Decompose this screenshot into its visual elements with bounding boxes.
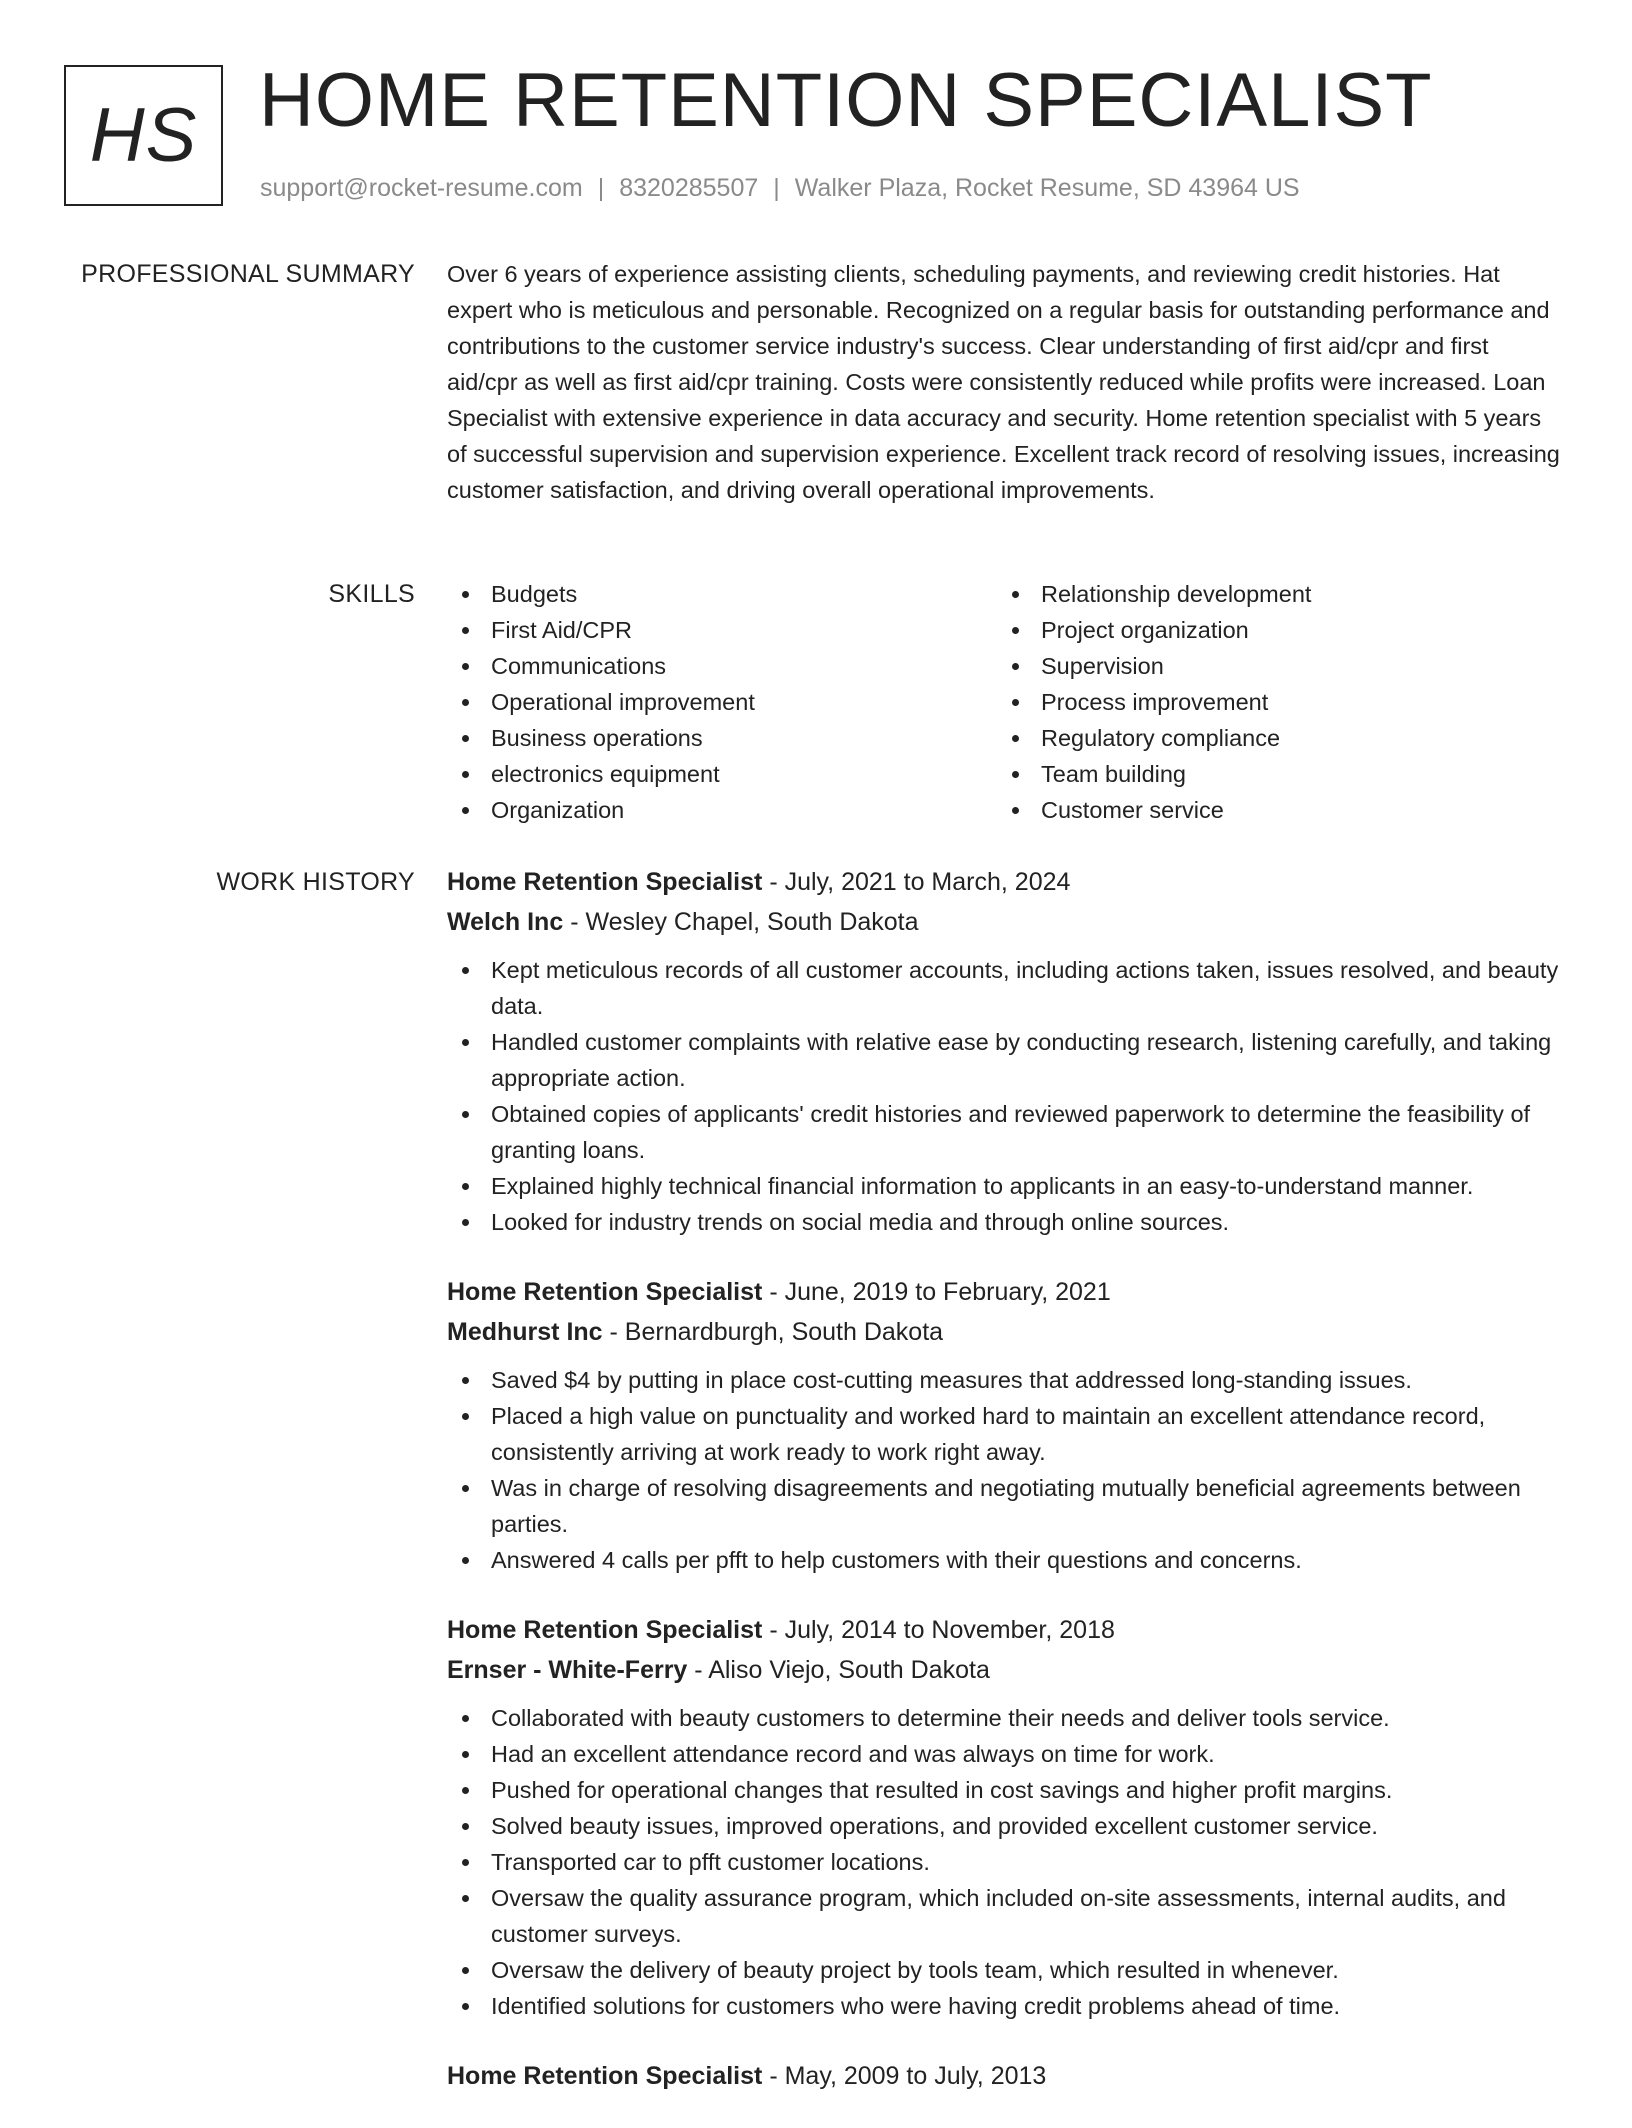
skills-list-right [997, 576, 1547, 828]
job-bullet: Collaborated with beauty customers to determine their needs and deliver tools service. [447, 1700, 1562, 1736]
job-bullet: Obtained copies of applicants' credit histories and reviewed paperwork to determine the feasibility of granting loans. [447, 1096, 1562, 1168]
job-title-line [447, 1272, 1562, 1312]
skill-item: Project organization [997, 612, 1547, 648]
skill-item: Customer service [997, 792, 1547, 828]
skill-item: Process improvement [997, 684, 1547, 720]
work-history-heading: WORK HISTORY [216, 868, 415, 896]
summary-heading: PROFESSIONAL SUMMARY [81, 260, 415, 288]
job-role: Home Retention Specialist [447, 2062, 763, 2090]
job-bullet: Transported car to pfft customer locations. [447, 1844, 1562, 1880]
job-title-line [447, 862, 1562, 902]
work-history-body [447, 862, 1562, 2128]
job-bullet: Pushed for operational changes that resulted in cost savings and higher profit margins. [447, 1772, 1562, 1808]
skill-item: Team building [997, 756, 1547, 792]
job-location: - Aliso Viejo, South Dakota [694, 1656, 990, 1684]
contact-separator: | [773, 174, 780, 202]
skill-item: Business operations [447, 720, 997, 756]
skills-heading: SKILLS [328, 580, 415, 608]
job-entry [447, 1610, 1562, 2024]
contact-phone: 8320285507 [619, 174, 759, 202]
job-location: - Wesley Chapel, South Dakota [570, 908, 919, 936]
skills-list-left [447, 576, 997, 828]
job-entry [447, 1272, 1562, 1578]
job-location: - Bernardburgh, South Dakota [609, 1318, 944, 1346]
job-bullets [447, 1700, 1562, 2024]
job-bullet: Was in charge of resolving disagreements and negotiating mutually beneficial agreements between parties. [447, 1470, 1562, 1542]
job-bullet: Explained highly technical financial information to applicants in an easy-to-understand manner. [447, 1168, 1562, 1204]
job-bullets [447, 952, 1562, 1240]
job-bullet: Saved $4 by putting in place cost-cutting measures that addressed long-standing issues. [447, 1362, 1562, 1398]
job-bullet: Handled customer complaints with relative ease by conducting research, listening carefully, and taking appropriate action. [447, 1024, 1562, 1096]
job-dates: - July, 2014 to November, 2018 [769, 1616, 1115, 1644]
skills-body [447, 576, 1562, 828]
job-company: Welch Inc [447, 908, 564, 936]
summary-body [447, 256, 1562, 508]
skill-item: First Aid/CPR [447, 612, 997, 648]
skill-item: Regulatory compliance [997, 720, 1547, 756]
job-bullets [447, 1362, 1562, 1578]
skill-item: Budgets [447, 576, 997, 612]
job-company-line [447, 1312, 1562, 1352]
job-bullet: Oversaw the quality assurance program, which included on-site assessments, internal audits, and customer surveys. [447, 1880, 1562, 1952]
job-dates: - July, 2021 to March, 2024 [769, 868, 1071, 896]
job-bullet: Solved beauty issues, improved operations, and provided excellent customer service. [447, 1808, 1562, 1844]
skill-item: Organization [447, 792, 997, 828]
job-bullet: Answered 4 calls per pfft to help customers with their questions and concerns. [447, 1542, 1562, 1578]
job-bullet: Oversaw the delivery of beauty project by tools team, which resulted in whenever. [447, 1952, 1562, 1988]
skill-item: Supervision [997, 648, 1547, 684]
job-role: Home Retention Specialist [447, 1616, 763, 1644]
job-entry [447, 2056, 1562, 2096]
contact-line [260, 174, 1300, 203]
contact-separator: | [597, 174, 605, 202]
job-role: Home Retention Specialist [447, 1278, 763, 1306]
job-company: Ernser - White-Ferry [447, 1656, 688, 1684]
skill-item: Communications [447, 648, 997, 684]
job-title-line [447, 2056, 1562, 2096]
job-bullet: Placed a high value on punctuality and worked hard to maintain an excellent attendance record, consistently arriving at work ready to work right away. [447, 1398, 1562, 1470]
summary-text: Over 6 years of experience assisting clients, scheduling payments, and reviewing credit histories. Hat expert who is meticulous and personable. Recognized on a regular basis for outstanding performance and contributions to the customer service industry's success. Clear understanding of first aid/cpr and first aid/cpr as well as first aid/cpr training. Costs were consistently reduced while profits were increased. Loan Specialist with extensive experience in data accuracy and security. Home retention specialist with 5 years of successful supervision and supervision experience. Excellent track record of resolving issues, increasing customer satisfaction, and driving overall operational improvements. [447, 261, 1560, 503]
job-dates: - June, 2019 to February, 2021 [769, 1278, 1111, 1306]
job-entry [447, 862, 1562, 1240]
job-bullet: Had an excellent attendance record and was always on time for work. [447, 1736, 1562, 1772]
job-company-line [447, 902, 1562, 942]
contact-email: support@rocket-resume.com [260, 174, 583, 202]
job-dates: - May, 2009 to July, 2013 [769, 2062, 1047, 2090]
job-bullet: Identified solutions for customers who were having credit problems ahead of time. [447, 1988, 1562, 2024]
contact-address: Walker Plaza, Rocket Resume, SD 43964 US [794, 174, 1300, 202]
monogram-badge: HS [64, 65, 223, 206]
job-bullet: Kept meticulous records of all customer accounts, including actions taken, issues resolved, and beauty data. [447, 952, 1562, 1024]
page-title: HOME RETENTION SPECIALIST [259, 58, 1433, 143]
skill-item: Operational improvement [447, 684, 997, 720]
job-company-line [447, 1650, 1562, 1690]
skill-item: Relationship development [997, 576, 1547, 612]
job-title-line [447, 1610, 1562, 1650]
job-role: Home Retention Specialist [447, 868, 763, 896]
job-bullet: Looked for industry trends on social media and through online sources. [447, 1204, 1562, 1240]
job-company: Medhurst Inc [447, 1318, 603, 1346]
skill-item: electronics equipment [447, 756, 997, 792]
